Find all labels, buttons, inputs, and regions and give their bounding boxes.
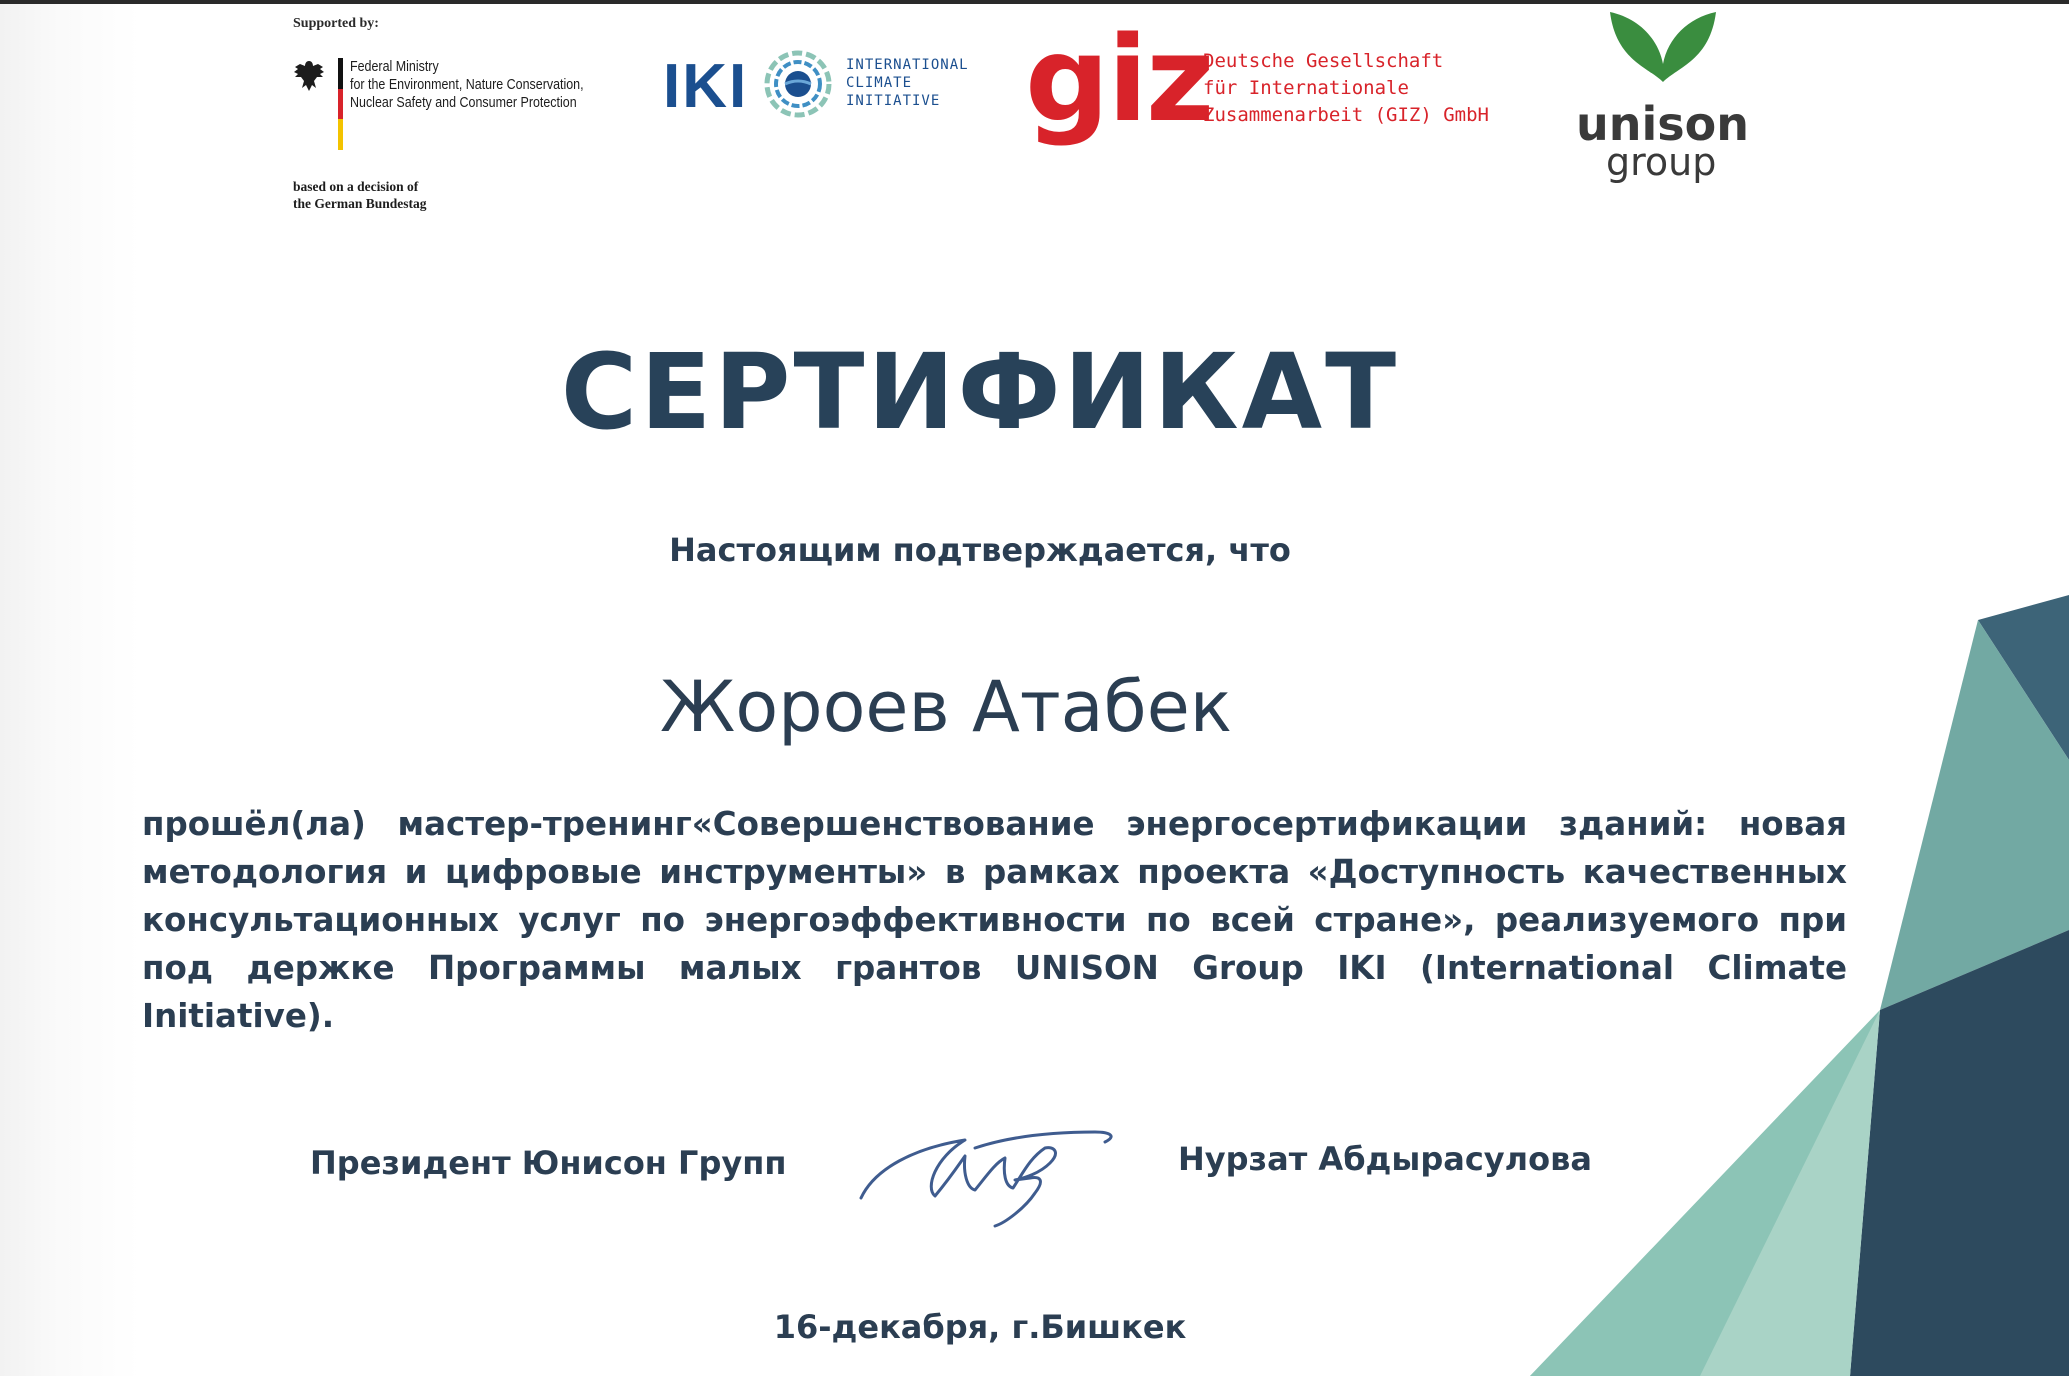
- federal-eagle-icon: [292, 58, 326, 94]
- signer-name: Нурзат Абдырасулова: [1178, 1140, 1592, 1178]
- bundestag-note: [293, 178, 427, 212]
- giz-wordmark: giz: [1025, 10, 1213, 148]
- training-description: прошёл(ла) мастер-тренинг«Совершенствование энергосертификации зданий: новая методология и цифровые инструменты» в рамках проекта «Доступность качественных консультационных услуг по энергоэффективности по всей стране», реализуемого при под держке Программы малых грантов UNISON Group IKI (International Climate Initiative).: [142, 805, 1847, 1035]
- giz-line-3: Zusammenarbeit (GIZ) GmbH: [1203, 104, 1489, 126]
- recipient-name: Жороев Атабек: [659, 666, 1233, 748]
- handwritten-signature: [855, 1118, 1125, 1228]
- supported-by-label: Supported by:: [293, 16, 379, 31]
- confirmation-text: Настоящим подтверждается, что: [669, 531, 1291, 569]
- bundestag-line-1: based on a decision of: [293, 179, 419, 194]
- bmu-line-1: Federal Ministry: [350, 59, 439, 75]
- giz-line-1: Deutsche Gesellschaft: [1203, 50, 1444, 72]
- giz-company-text: [1203, 48, 1489, 129]
- bundestag-line-2: the German Bundestag: [293, 196, 427, 211]
- signer-role: Президент Юнисон Групп: [310, 1144, 787, 1182]
- iki-line-3: INITIATIVE: [846, 93, 941, 109]
- bmu-line-3: Nuclear Safety and Consumer Protection: [350, 95, 577, 111]
- issue-date-place: 16-декабря, г.Бишкек: [773, 1308, 1187, 1346]
- bmu-line-2: for the Environment, Nature Conservation,: [350, 77, 584, 93]
- certificate-title: СЕРТИФИКАТ: [560, 331, 1400, 453]
- unison-leaf-icon: [1608, 12, 1718, 84]
- iki-wordmark: IKI: [663, 52, 749, 121]
- giz-line-2: für Internationale: [1203, 77, 1409, 99]
- unison-wordmark: unison: [1576, 97, 1749, 151]
- bmu-ministry-text: [350, 58, 584, 112]
- german-flag-bar: [338, 58, 343, 150]
- iki-globe-icon: [762, 48, 834, 120]
- iki-line-1: INTERNATIONAL: [846, 57, 969, 73]
- unison-group-wordmark: group: [1606, 140, 1717, 184]
- iki-line-2: CLIMATE: [846, 75, 913, 91]
- iki-initiative-text: [846, 56, 969, 110]
